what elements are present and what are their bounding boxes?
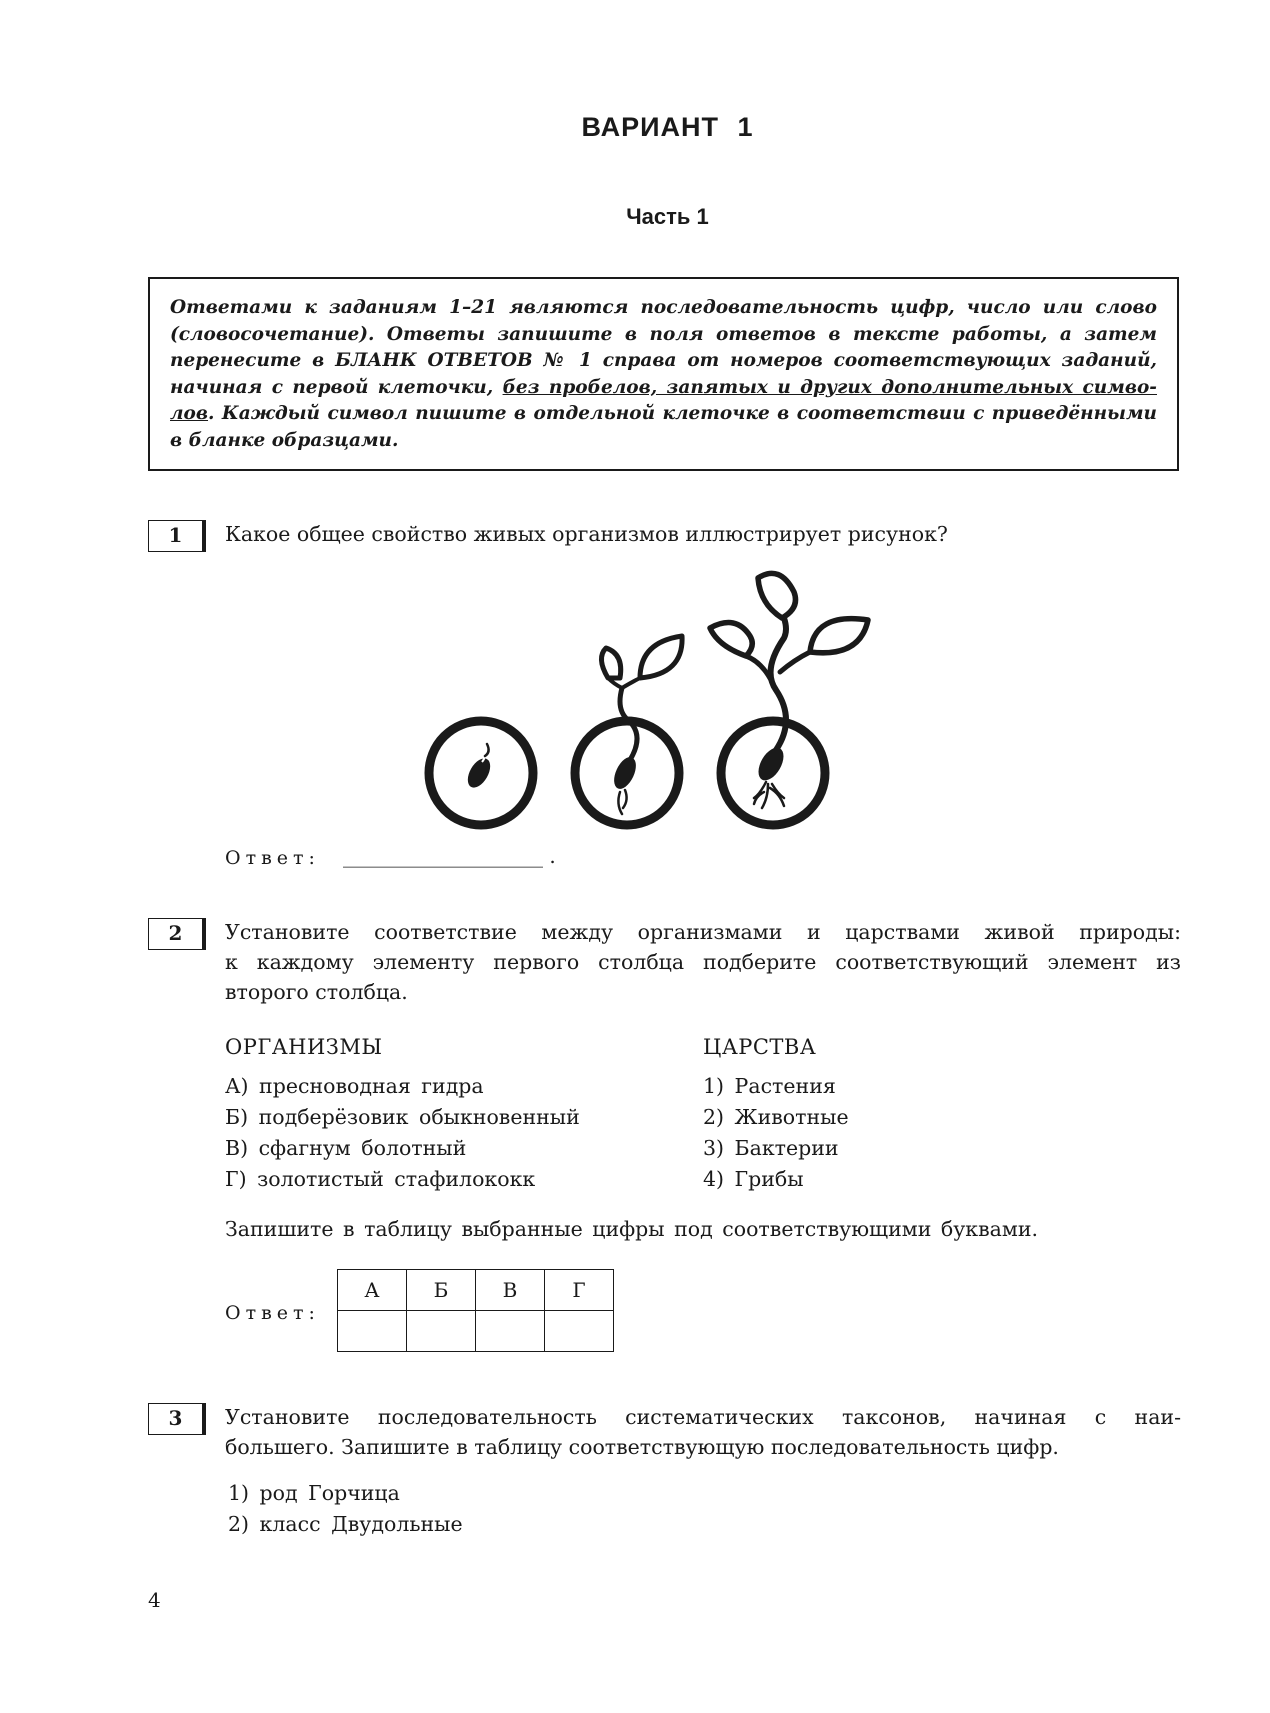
list-item: 2) Животные bbox=[703, 1105, 849, 1129]
task1-question: Какое общее свойство живых организмов иллюстрирует рисунок? bbox=[225, 522, 948, 546]
task2-instruction: Запишите в таблицу выбранные цифры под соответствующими буквами. bbox=[225, 1217, 1039, 1241]
task3-items-list bbox=[228, 1478, 463, 1540]
young-plant-icon bbox=[710, 573, 868, 825]
instructions-underlined-text: лов bbox=[170, 403, 209, 424]
instructions-line: в бланке образцами. bbox=[170, 429, 399, 451]
organisms-list bbox=[225, 1071, 580, 1195]
seed-icon bbox=[429, 721, 533, 825]
list-item: 1) род Горчица bbox=[228, 1481, 400, 1505]
task2-answer-table bbox=[337, 1269, 614, 1352]
list-item: В) сфагнум болотный bbox=[225, 1136, 467, 1160]
table-header-cell: В bbox=[476, 1270, 545, 1311]
answer-cell[interactable] bbox=[545, 1311, 614, 1352]
sprout-icon bbox=[575, 636, 682, 825]
answer-cell[interactable] bbox=[338, 1311, 407, 1352]
task2-answer-label: Ответ: bbox=[225, 1302, 320, 1324]
variant-title: ВАРИАНТ 1 bbox=[581, 112, 754, 142]
kingdoms-list bbox=[703, 1071, 849, 1195]
kingdoms-header: ЦАРСТВА bbox=[703, 1035, 817, 1059]
instructions-line: (словосочетание). Ответы запишите в поля ответов в тексте работы, а затем bbox=[170, 323, 1157, 345]
task-number-2: 2 bbox=[148, 918, 206, 950]
list-item: Г) золотистый стафилококк bbox=[225, 1167, 536, 1191]
list-item: 4) Грибы bbox=[703, 1167, 804, 1191]
task3-text-line: большего. Запишите в таблицу соответствующую последовательность цифр. bbox=[225, 1435, 1059, 1459]
instructions-underlined-text: без пробелов, запятых и других дополнительных симво- bbox=[502, 376, 1157, 398]
page-number: 4 bbox=[148, 1588, 161, 1612]
task1-answer-label: Ответ: bbox=[225, 847, 320, 869]
seed-germination-illustration bbox=[420, 560, 890, 840]
instructions-text: . Каждый символ пишите в отдельной клеточке в соответствии с приведёнными bbox=[208, 403, 1157, 424]
table-header-cell: Б bbox=[407, 1270, 476, 1311]
answer-cell[interactable] bbox=[407, 1311, 476, 1352]
task3-text-line: Установите последовательность систематических таксонов, начиная с наи- bbox=[225, 1405, 1181, 1429]
table-header-cell: А bbox=[338, 1270, 407, 1311]
instructions-line: перенесите в БЛАНК ОТВЕТОВ № 1 справа от номеров соответствующих заданий, bbox=[170, 350, 1157, 371]
instructions-text: начиная с первой клеточки, bbox=[170, 376, 503, 398]
organisms-header: ОРГАНИЗМЫ bbox=[225, 1035, 383, 1059]
part-title: Часть 1 bbox=[626, 204, 709, 229]
list-item: 2) класс Двудольные bbox=[228, 1512, 463, 1536]
list-item: А) пресноводная гидра bbox=[225, 1074, 484, 1098]
task-number-1: 1 bbox=[148, 520, 206, 552]
instructions-box bbox=[148, 277, 1179, 471]
answer-cell[interactable] bbox=[476, 1311, 545, 1352]
list-item: 3) Бактерии bbox=[703, 1136, 839, 1160]
list-item: Б) подберёзовик обыкновенный bbox=[225, 1105, 580, 1129]
instructions-line bbox=[170, 401, 1157, 428]
list-item: 1) Растения bbox=[703, 1074, 836, 1098]
task2-text-line: второго столбца. bbox=[225, 980, 408, 1004]
task-number-3: 3 bbox=[148, 1403, 206, 1435]
table-header-cell: Г bbox=[545, 1270, 614, 1311]
instructions-line bbox=[170, 375, 1157, 402]
instructions-line: Ответами к заданиям 1–21 являются последовательность цифр, число или слово bbox=[170, 297, 1157, 318]
task2-text-line: Установите соответствие между организмами и царствами живой природы: bbox=[225, 920, 1181, 944]
task2-text-line: к каждому элементу первого столбца подберите соответствующий элемент из bbox=[225, 950, 1181, 974]
task1-answer-blank[interactable]: ____________________ . bbox=[343, 844, 556, 868]
